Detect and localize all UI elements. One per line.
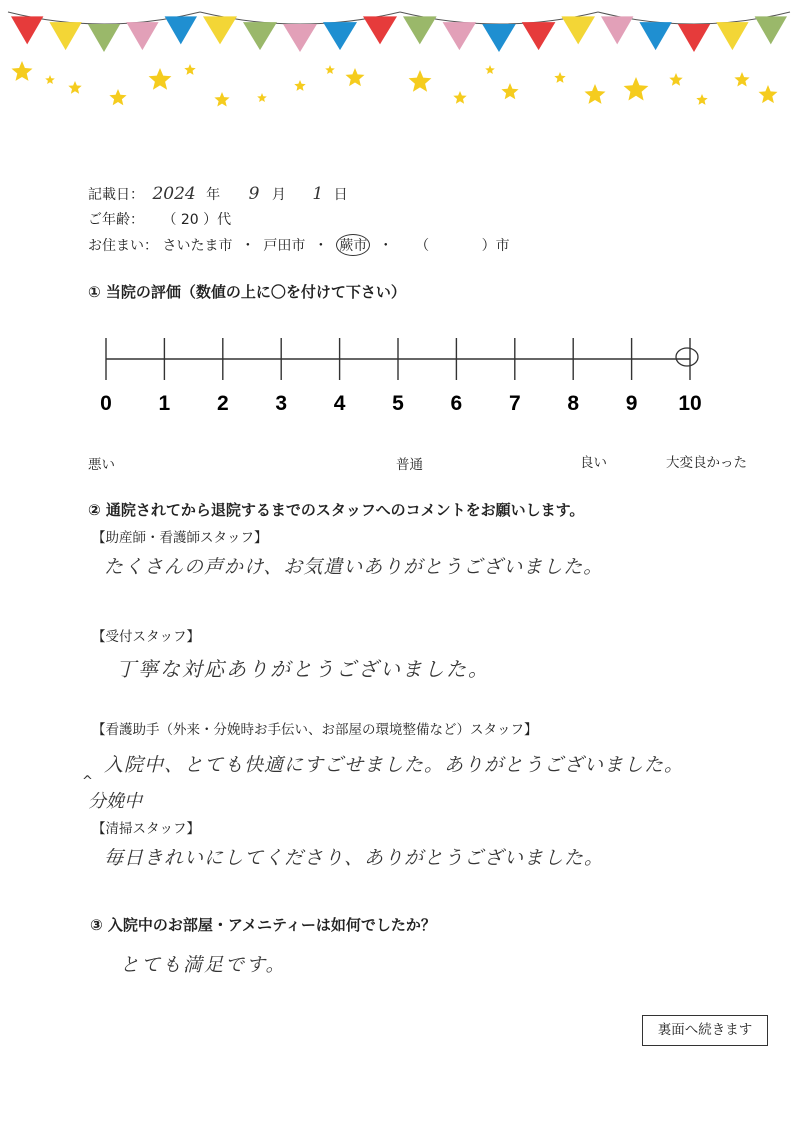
residence-option-toda: 戸田市 — [263, 238, 306, 254]
cleaning-answer: 毎日きれいにしてくださり、ありがとうございました。 — [104, 847, 605, 869]
q3-heading: ③ 入院中のお部屋・アメニティーは如何でしたか？ — [90, 916, 436, 934]
q1-heading: ① 当院の評価（数値の上に〇を付けて下さい） — [88, 283, 406, 301]
scale-tick-label: 4 — [333, 392, 346, 415]
date-label: 記載日： — [88, 187, 144, 203]
residence-separator: ・ — [313, 238, 328, 254]
scale-tick-label: 9 — [625, 392, 638, 415]
residence-other-close: ）市 — [481, 238, 510, 254]
date-day: 1 — [312, 184, 324, 204]
cleaning-label: 【清掃スタッフ】 — [92, 821, 200, 837]
residence-separator: ・ — [240, 238, 255, 254]
scale-tick-label: 6 — [450, 392, 463, 415]
date-month-unit: 月 — [271, 187, 286, 203]
scale-tick-label: 3 — [275, 392, 288, 415]
residence-option-saitama: さいたま市 — [162, 238, 233, 254]
residence-separator: ・ — [378, 238, 393, 254]
scale-tick-label: 1 — [158, 392, 171, 415]
scale-label-bad: 悪い — [88, 457, 115, 473]
insert-caret: ^ — [82, 774, 93, 789]
scale-tick-label: 5 — [392, 392, 404, 415]
scale-tick-label: 2 — [216, 392, 229, 415]
date-year: 2024 — [152, 184, 196, 204]
q2-heading: ② 通院されてから退院するまでのスタッフへのコメントをお願いします。 — [88, 501, 585, 519]
date-day-unit: 日 — [333, 187, 348, 203]
scale-label-excellent: 大変良かった — [666, 455, 747, 471]
selected-rating-circle — [676, 348, 698, 366]
residence-label: お住まい： — [88, 238, 158, 254]
date-month: 9 — [248, 184, 260, 204]
midwife-nurse-label: 【助産師・看護師スタッフ】 — [92, 530, 268, 546]
assistant-answer: 入院中、とても快適にすごせました。ありがとうございました。 — [104, 754, 685, 776]
date-year-unit: 年 — [206, 187, 221, 203]
reception-answer: 丁寧な対応ありがとうございました。 — [116, 657, 490, 681]
age-value: （ 20 ）代 — [162, 212, 232, 228]
residence-other-open: （ — [415, 238, 430, 254]
age-label: ご年齢： — [88, 212, 144, 228]
assistant-label: 【看護助手（外来・分娩時お手伝い、お部屋の環境整備など）スタッフ】 — [92, 722, 538, 738]
q3-answer: とても満足です。 — [120, 954, 287, 976]
continue-to-back-note: 裏面へ続きます — [642, 1015, 768, 1046]
rating-scale — [0, 0, 800, 420]
scale-tick-label: 10 — [678, 392, 702, 415]
scale-tick-label: 8 — [567, 392, 580, 415]
scale-tick-label: 0 — [100, 392, 112, 415]
reception-label: 【受付スタッフ】 — [92, 629, 200, 645]
scale-label-normal: 普通 — [396, 457, 423, 473]
scale-tick-label: 7 — [508, 392, 521, 415]
midwife-nurse-answer: たくさんの声かけ、お気遣いありがとうございました。 — [104, 556, 604, 578]
scale-label-good: 良い — [580, 455, 607, 471]
assistant-insert: 分娩中 — [88, 791, 142, 812]
residence-option-warabi-selected: 蕨市 — [336, 234, 370, 256]
